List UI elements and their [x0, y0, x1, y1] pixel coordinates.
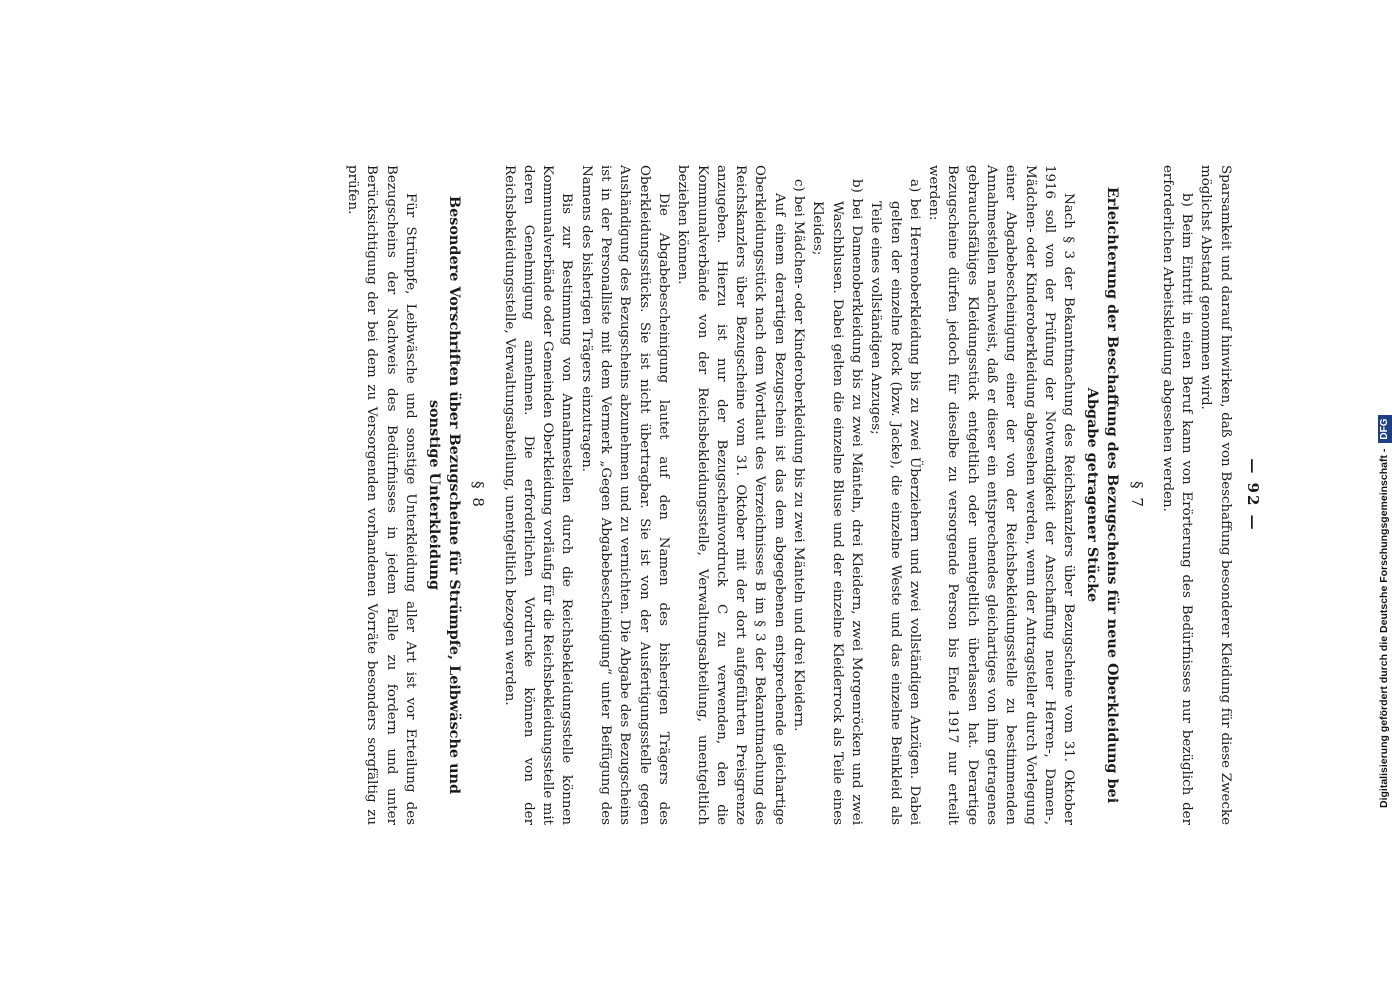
credit-text-line — [1376, 28, 1392, 808]
paragraph-3: Nach § 3 der Bekanntmachung des Reichskanzlers über Bezugscheine vom 31. Oktober 1916 soll von der Prüfung der Notwendigkeit der Anschaffung neuer Herren-, Damen-, Mädchen- oder Kinderoberkleidung abgesehen werden, wenn der Antragsteller durch Vorlegung einer Abgabebescheinigung einer der von der Reichsbekleidungsstelle zu bestimmenden Annahmestellen nachweist, daß er dieser ein entsprechendes gleichartiges von ihm getragenes gebrauchsfähiges Kleidungsstück entgeltlich oder unentgeltlich überlassen hat. Derartige Bezugscheine dürfen jedoch für dieselbe zu versorgende Person bis Ende 1917 nur erteilt werden: — [926, 165, 1077, 825]
list-item-a: a) bei Herrenoberkleidung bis zu zwei Überziehern und zwei vollständigen Anzügen. Dabei gelten der einzelne Rock (bzw. Jacke), die einzelne Weste und das einzelne Beinkleid als Teile eines vollständigen Anzuges; — [868, 179, 922, 825]
paragraph-4: Auf einem derartigen Bezugschein ist das dem abgegebenen entsprechende gleichartige Oberkleidungsstück nach dem Wortlaut des Verzeichnisses B im § 3 der Bekanntmachung des Reichskanzlers über Bezugscheine vom 31. Oktober mit der dort aufgeführten Preisgrenze anzugeben. Hierzu ist nur der Bezugscheinvordruck C zu verwenden, den die Kommunalverbände von der Reichsbekleidungsstelle, Verwaltungsabteilung, unentgeltlich beziehen können. — [675, 165, 787, 825]
paragraph-5: Die Abgabebescheinigung lautet auf den Namen des bisherigen Trägers des Oberkleidungsstücks. Sie ist nicht übertragbar. Sie ist von der Ausfertigungsstelle gegen Aushändigung des Bezugscheins abzunehmen und zu vernichten. Die Abgabe des Bezugscheins ist in der Personalliste mit dem Vermerk „Gegen Abgabebescheinigung“ unter Beifügung des Namens des bisherigen Trägers einzutragen. — [578, 165, 671, 825]
document-page — [132, 165, 1262, 825]
dfg-logo: DFG — [1378, 416, 1392, 443]
section-8-heading: § 8 — [469, 481, 488, 509]
section-7-heading: § 7 — [1127, 481, 1146, 509]
paragraph-6: Bis zur Bestimmung von Annahmestellen durch die Reichsbekleidungsstelle können Kommunalverbände oder Gemeinden Oberkleidung vorläufig für die Reichsbekleidungsstelle mit deren Genehmigung annehmen. Die erforderlichen Vordrucke können von der Reichsbekleidungsstelle, Verwaltungsabteilung, unentgeltlich bezogen werden. — [501, 165, 575, 825]
paragraph-7: Für Strümpfe, Leibwäsche und sonstige Unterkleidung aller Art ist vor Erteilung des Bezugscheins der Nachweis des Bedürfnisses in jedem Falle zu fordern und unter Berücksichtigung der bei dem zu Versorgenden vorhandenen Vorräte besonders sorgfältig zu prüfen. — [345, 165, 419, 825]
list-item-c: c) bei Mädchen- oder Kinderoberkleidung bis zu zwei Mänteln und drei Kleidern. — [791, 179, 807, 732]
paragraph-2: b) Beim Eintritt in einen Beruf kann von Erörterung des Bedürfnisses nur bezüglich der erforderlichen Arbeitskleidung abgesehen werden. — [1159, 165, 1195, 825]
section-7-title: Erleichterung der Beschaffung des Bezugscheins für neue Oberkleidung bei Abgabe getragener Stücke — [1084, 186, 1122, 804]
section-8-title: Besondere Vorschriften über Bezugscheine für Strümpfe, Leibwäsche und sonstige Unterkleidung — [426, 195, 464, 795]
page-number-header: — 92 — — [1244, 458, 1262, 532]
digitization-credit — [1362, 8, 1390, 998]
paragraph-1: Sparsamkeit und darauf hinwirken, daß von Beschaffung besonderer Kleidung für diese Zwecke möglichst Abstand genommen wird. — [1198, 165, 1233, 825]
credit-text: Digitalisierung gefördert durch die Deutsche Forschungsgemeinschaft - — [1378, 448, 1390, 808]
list-item-b: b) bei Damenoberkleidung bis zu zwei Mänteln, drei Kleidern, zwei Morgenröcken und zwei Waschblusen. Dabei gelten die einzelne Bluse und der einzelne Kleiderrock als Teile eines Kleides; — [810, 179, 864, 825]
